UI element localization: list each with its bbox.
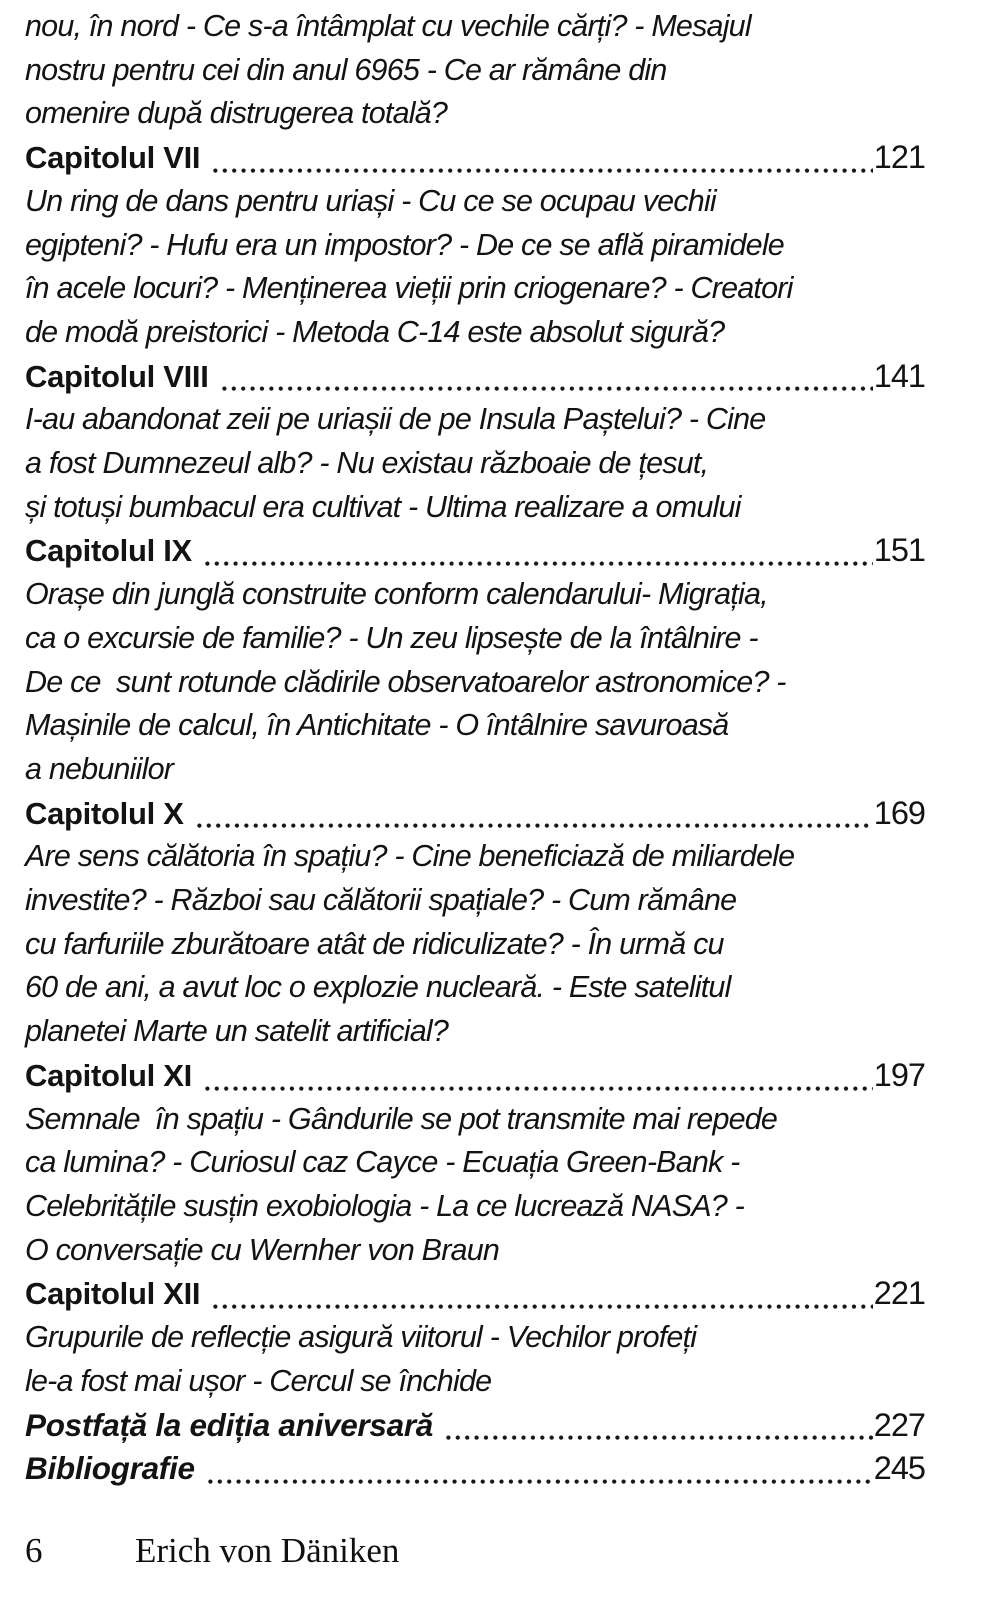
toc-entry-chapter-12: [25, 1272, 925, 1316]
page-number: 121: [873, 139, 925, 176]
chapter-description-line: le-a fost mai ușor - Cercul se închide: [25, 1363, 492, 1398]
chapter-description-line: De ce sunt rotunde clădirile observatoarelor astronomice? -: [25, 664, 786, 699]
toc-entry-chapter-10: [25, 792, 925, 836]
page-number: 197: [873, 1056, 925, 1093]
chapter-description-line: în acele locuri? - Menținerea vieții prin criogenare? - Creatori: [25, 271, 793, 306]
chapter-description-line: O conversație cu Wernher von Braun: [25, 1232, 500, 1267]
toc-entry-chapter-9: [25, 529, 925, 573]
page-number: 169: [873, 794, 925, 831]
dot-leader: [205, 561, 873, 566]
dot-leader: [213, 1304, 873, 1309]
dot-leader: [205, 1086, 873, 1091]
dot-leader: [446, 1435, 873, 1440]
chapter-description-line: Grupurile de reflecție asigură viitorul - Vechilor profeți: [25, 1320, 697, 1355]
chapter-label: Capitolul XII: [25, 1276, 201, 1312]
chapter-description-line: cu farfuriile zburătoare atât de ridiculizate? - În urmă cu: [25, 926, 724, 961]
back-matter-label: Bibliografie: [25, 1450, 195, 1487]
chapter-label: Capitolul XI: [25, 1057, 192, 1093]
chapter-label: Capitolul VII: [25, 140, 201, 176]
toc-entry-afterword: [25, 1404, 925, 1448]
intro-line: nostru pentru cei din anul 6965 - Ce ar rămâne din: [25, 52, 667, 87]
dot-leader: [213, 168, 873, 173]
intro-line: omenire după distrugerea totală?: [25, 96, 448, 131]
chapter-description-line: 60 de ani, a avut loc o explozie nucleară. - Este satelitul: [25, 970, 731, 1005]
chapter-description-line: Un ring de dans pentru uriași - Cu ce se ocupau vechii: [25, 183, 716, 218]
chapter-description-line: a fost Dumnezeul alb? - Nu existau războaie de țesut,: [25, 446, 709, 481]
chapter-description-line: Are sens călătoria în spațiu? - Cine beneficiază de miliardele: [25, 839, 795, 874]
chapter-description-line: planetei Marte un satelit artificial?: [25, 1014, 449, 1049]
dot-leader: [222, 386, 873, 391]
chapter-description-line: egipteni? - Hufu era un impostor? - De ce se află piramidele: [25, 227, 784, 262]
chapter-description-line: de modă preistorici - Metoda C-14 este absolut sigură?: [25, 314, 725, 349]
chapter-description-line: ca o excursie de familie? - Un zeu lipsește de la întâlnire -: [25, 620, 758, 655]
running-title: Erich von Däniken: [135, 1530, 400, 1570]
toc-entry-chapter-11: [25, 1054, 925, 1098]
page-footer: [25, 1531, 925, 1571]
intro-line: nou, în nord - Ce s-a întâmplat cu vechile cărți? - Mesajul: [25, 9, 751, 43]
page-number: 141: [873, 357, 925, 394]
dot-leader: [197, 823, 873, 828]
chapter-label: Capitolul X: [25, 795, 184, 831]
chapter-description-line: Orașe din junglă construite conform calendarului- Migrația,: [25, 577, 768, 612]
toc-entry-chapter-7: [25, 136, 925, 180]
chapter-description-line: Mașinile de calcul, în Antichitate - O întâlnire savuroasă: [25, 708, 729, 743]
chapter-label: Capitolul IX: [25, 533, 192, 569]
dot-leader: [208, 1479, 873, 1484]
toc-entry-chapter-8: [25, 355, 925, 399]
chapter-label: Capitolul VIII: [25, 358, 209, 394]
folio-number: 6: [25, 1530, 43, 1570]
chapter-description-line: Celebritățile susțin exobiologia - La ce lucrează NASA? -: [25, 1188, 744, 1223]
chapter-description-line: și totuși bumbacul era cultivat - Ultima realizare a omului: [25, 489, 741, 524]
page-number: 151: [873, 532, 925, 569]
chapter-description-line: investite? - Război sau călătorii spațiale? - Cum rămâne: [25, 883, 737, 918]
page-number: 227: [873, 1406, 925, 1443]
page-number: 221: [873, 1275, 925, 1312]
toc-entry-bibliography: [25, 1447, 925, 1491]
chapter-description-line: ca lumina? - Curiosul caz Cayce - Ecuația Green-Bank -: [25, 1145, 740, 1180]
page-number: 245: [873, 1450, 925, 1487]
chapter-description-line: Semnale în spațiu - Gândurile se pot transmite mai repede: [25, 1101, 778, 1136]
chapter-description-line: a nebuniilor: [25, 751, 174, 786]
back-matter-label: Postfață la ediția aniversară: [25, 1406, 433, 1443]
chapter-description-line: I-au abandonat zeii pe uriașii de pe Insula Paștelui? - Cine: [25, 402, 766, 437]
